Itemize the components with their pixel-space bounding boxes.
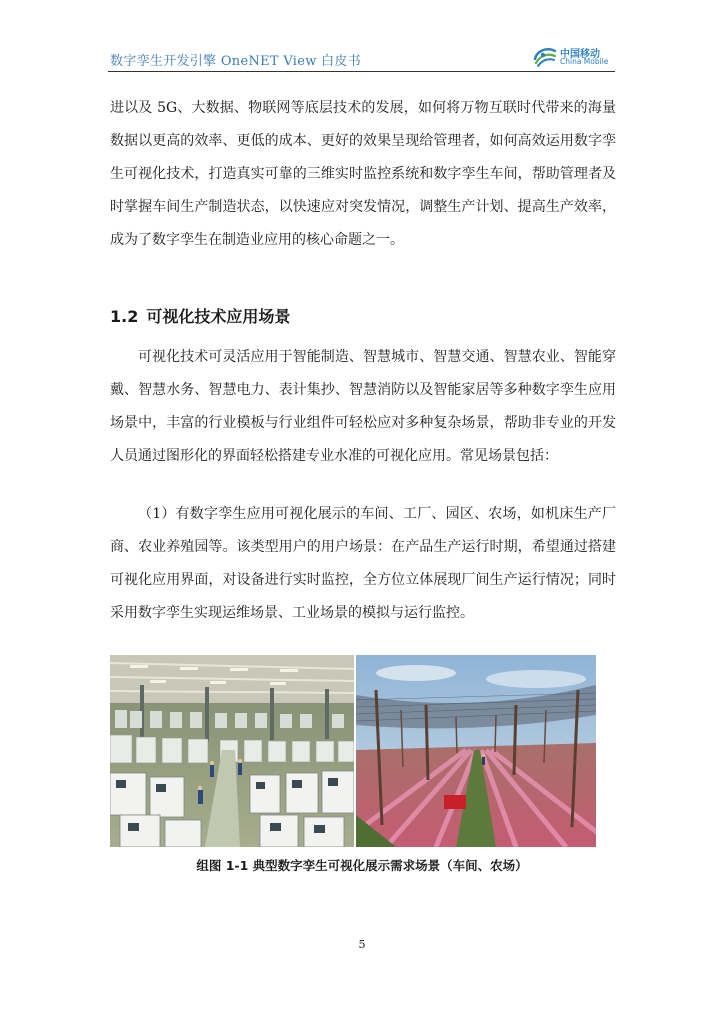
china-mobile-logo — [532, 44, 622, 68]
section-title: 可视化技术应用场景 — [146, 307, 291, 326]
figure-caption: 组图 1-1 典型数字孪生可视化展示需求场景（车间、农场） — [196, 858, 528, 873]
section-number: 1.2 — [110, 307, 139, 326]
body-paragraph-2: 可视化技术可灵活应用于智能制造、智慧城市、智慧交通、智慧农业、智能穿戴、智慧水务、智慧电力、表计集抄、智慧消防以及智能家居等多种数字孪生应用场景中，丰富的行业模板与行业组件可轻松应对多种复杂场景，帮助非专业的开发人员通过图形化的界面轻松搭建专业水准的可视化应用。常见场景包括： — [110, 349, 616, 464]
logo-name-cn: 中国移动 — [560, 49, 600, 60]
document-header-title: 数字孪生开发引擎 OneNET View 白皮书 — [110, 54, 361, 69]
logo-name-en: China Mobile — [560, 57, 609, 66]
farm-greenhouse-photo — [356, 655, 596, 847]
factory-workshop-photo — [110, 655, 354, 847]
section-heading — [110, 304, 290, 327]
china-mobile-logo-icon — [532, 44, 558, 68]
body-paragraph-3: （1）有数字孪生应用可视化展示的车间、工厂、园区、农场，如机床生产厂商、农业养殖园等。该类型用户的用户场景：在产品生产运行时期，希望通过搭建可视化应用界面，对设备进行实时监控，全方位立体展现厂间生产运行情况；同时采用数字孪生实现运维场景、工业场景的模拟与运行监控。 — [110, 506, 616, 621]
body-paragraph-1: 进以及 5G、大数据、物联网等底层技术的发展，如何将万物互联时代带来的海量数据以更高的效率、更低的成本、更好的效果呈现给管理者，如何高效运用数字孪生可视化技术，打造真实可靠的三维实时监控系统和数字孪生车间，帮助管理者及时掌握车间生产制造状态，以快速应对突发情况，调整生产计划、提高生产效率，成为了数字孪生在制造业应用的核心命题之一。 — [110, 100, 616, 248]
page-number: 5 — [358, 938, 366, 951]
header-divider — [108, 71, 615, 72]
